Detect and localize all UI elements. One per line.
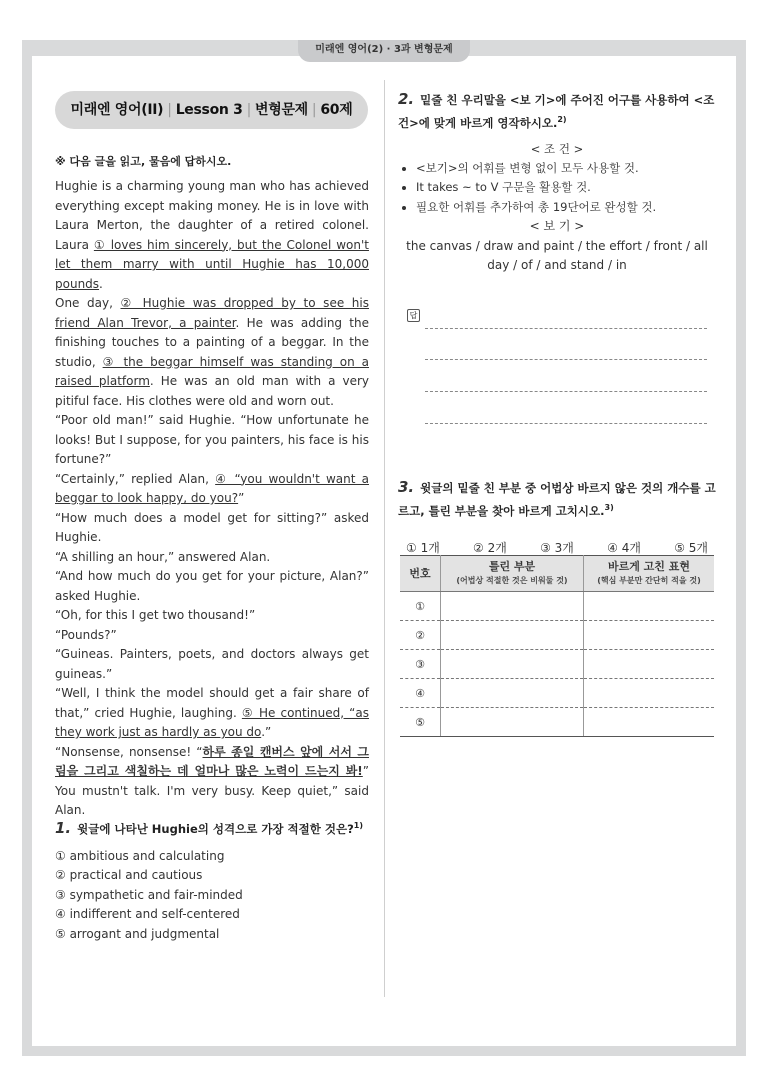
question-number: 1. [55, 818, 72, 837]
box-words: the canvas / draw and paint / the effort / front / all day / of / and stand / in [406, 238, 708, 273]
passage-paragraph: “How much does a model get for sitting?” asked Hughie. [55, 510, 369, 544]
col-fixed-note: (핵심 부분만 간단히 적을 것) [597, 576, 701, 585]
row-number: ③ [400, 650, 441, 679]
question-1-options [55, 847, 375, 945]
passage-paragraph: “And how much do you get for your picture, Alan?” asked Hughie. [55, 569, 369, 603]
answer-line[interactable] [425, 359, 707, 360]
footnote-mark: 2) [557, 115, 567, 124]
title-separator: | [311, 102, 317, 118]
question-text: 윗글에 나타난 Hughie의 성격으로 가장 적절한 것은? [77, 821, 354, 836]
question-text: 밑줄 친 우리말을 <보 기>에 주어진 어구를 사용하여 <조 건>에 맞게 바르게 영작하시오. [398, 93, 715, 130]
col-wrong-header [441, 556, 584, 592]
row-number: ① [400, 592, 441, 621]
passage-paragraph: “Oh, for this I get two thousand!” [55, 608, 256, 622]
choice-2[interactable]: ② 2개 [473, 540, 507, 555]
fixed-cell[interactable] [584, 592, 715, 621]
wrong-cell[interactable] [441, 679, 584, 708]
question-number: 2. [398, 90, 415, 108]
wrong-cell[interactable] [441, 708, 584, 737]
condition-item: • It takes ~ to V 구문을 활용할 것. [416, 178, 716, 198]
passage-paragraph [55, 743, 369, 821]
wrong-cell[interactable] [441, 621, 584, 650]
table-row [400, 650, 714, 679]
reading-passage [55, 177, 369, 821]
fixed-cell[interactable] [584, 621, 715, 650]
table-row [400, 621, 714, 650]
correction-table [400, 555, 714, 737]
table-row [400, 679, 714, 708]
option-5[interactable]: ⑤ arrogant and judgmental [55, 926, 220, 941]
passage-text: Hughie is a charming young man who has achieved everything except making money. He is in love with Laura Merton, the daughter of a retired colonel. Laura [55, 179, 369, 252]
korean-underline: 하루 종일 캔버스 앞에 서서 그림을 그리고 색칠하는 데 얼마나 많은 노력이 드는지 봐! [55, 744, 369, 778]
passage-text: One day, [55, 296, 121, 310]
question-3-title [398, 478, 716, 521]
choice-5[interactable]: ⑤ 5개 [674, 540, 708, 555]
col-wrong-label: 틀린 부분 [488, 560, 536, 573]
answer-line[interactable] [425, 328, 707, 329]
question-2 [398, 90, 716, 276]
question-1-title [55, 818, 375, 837]
col-fixed-label: 바르게 고친 표현 [607, 560, 691, 573]
count-choices [398, 539, 716, 556]
choice-3[interactable]: ③ 3개 [540, 540, 574, 555]
passage-text: “Certainly,” replied Alan, [55, 471, 216, 486]
choice-4[interactable]: ④ 4개 [607, 540, 641, 555]
title-separator: | [246, 102, 251, 118]
box-heading: < 보 기 > [529, 219, 585, 234]
col-fixed-header [584, 556, 715, 592]
footnote-mark: 1) [353, 821, 363, 830]
table-header-row [400, 556, 714, 592]
passage-text: “Well, I think the model should get a fair share of that,” cried Hughie, laughing. [55, 686, 369, 720]
question-text: 윗글의 밑줄 친 부분 중 어법상 바르지 않은 것의 개수를 고르고, 틀린 부분을 찾아 바르게 고치시오. [398, 481, 716, 518]
question-3 [398, 478, 716, 556]
passage-paragraph [55, 684, 369, 743]
passage-paragraph: “A shilling an hour,” answered Alan. [55, 549, 271, 564]
passage-paragraph [55, 294, 369, 411]
table-row [400, 708, 714, 737]
passage-text: . He was adding the finishing touches to a painting of a beggar. In the studio, [55, 315, 369, 369]
row-number: ② [400, 621, 441, 650]
question-1 [55, 818, 375, 944]
title-count: 60제 [320, 102, 353, 118]
passage-text: ” [238, 491, 245, 505]
table-row [400, 592, 714, 621]
instruction: ※ 다음 글을 읽고, 물음에 답하시오. [55, 155, 232, 168]
title-separator: | [167, 102, 172, 118]
option-1[interactable]: ① ambitious and calculating [55, 848, 225, 863]
answer-line[interactable] [425, 391, 707, 392]
option-2[interactable]: ② practical and cautious [55, 868, 203, 883]
header-tab: 미래엔 영어(2) · 3과 변형문제 [298, 40, 470, 62]
title-type: 변형문제 [255, 102, 308, 118]
row-number: ④ [400, 679, 441, 708]
conditions-list [398, 159, 716, 218]
underline-1: ① loves him sincerely, but the Colonel won't let them marry with until Hughie has 10,000 pounds [55, 237, 369, 291]
passage-paragraph: “Poor old man!” said Hughie. “How unfortunate he looks! But I suppose, for you painters, his face is his fortune?” [55, 413, 369, 466]
wrong-cell[interactable] [441, 650, 584, 679]
passage-paragraph: “Guineas. Painters, poets, and doctors always get guineas.” [55, 647, 369, 681]
fixed-cell[interactable] [584, 650, 715, 679]
choice-1[interactable]: ① 1개 [406, 540, 440, 555]
passage-text: . [99, 276, 103, 291]
condition-item: • 필요한 어휘를 추가하여 총 19단어로 완성할 것. [416, 198, 716, 218]
question-2-title [398, 90, 716, 133]
passage-text: ” You mustn't talk. I'm very busy. Keep quiet,” said Alan. [55, 764, 369, 817]
column-divider [384, 80, 385, 997]
col-wrong-note: (어법상 적절한 것은 비워둘 것) [456, 576, 568, 585]
title-lesson: Lesson 3 [175, 102, 243, 118]
question-number: 3. [398, 478, 415, 496]
passage-paragraph [55, 470, 369, 509]
title-publisher: 미래엔 영어(II) [70, 102, 164, 118]
underline-2: ② Hughie was dropped by to see his friend Alan Trevor, a painter [55, 296, 369, 330]
row-number: ⑤ [400, 708, 441, 737]
col-number-header: 번호 [400, 556, 441, 592]
underline-4: ④ “you wouldn't want a beggar to look happy, do you? [55, 471, 369, 505]
passage-paragraph: “Pounds?” [55, 627, 117, 642]
option-4[interactable]: ④ indifferent and self-centered [55, 907, 240, 922]
answer-line[interactable] [425, 423, 707, 424]
footnote-mark: 3) [604, 503, 614, 512]
conditions-heading: < 조 건 > [530, 141, 584, 156]
passage-text: .” [261, 725, 272, 739]
underline-3: ③ the beggar himself was standing on a raised platform [55, 354, 370, 388]
condition-item: • <보기>의 어휘를 변형 없이 모두 사용할 것. [416, 159, 716, 179]
underline-5: ⑤ He continued, “as they work just as hardly as you do [55, 705, 369, 739]
option-3[interactable]: ③ sympathetic and fair-minded [55, 887, 243, 902]
worksheet-title [55, 91, 368, 129]
fixed-cell[interactable] [584, 708, 715, 737]
passage-paragraph [55, 177, 369, 294]
passage-text: . He was an old man with a very pitiful face. His clothes were old and worn out. [55, 374, 369, 408]
answer-icon: 답 [407, 309, 420, 322]
passage-text: “Nonsense, nonsense! “ [55, 744, 203, 759]
wrong-cell[interactable] [441, 592, 584, 621]
fixed-cell[interactable] [584, 679, 715, 708]
